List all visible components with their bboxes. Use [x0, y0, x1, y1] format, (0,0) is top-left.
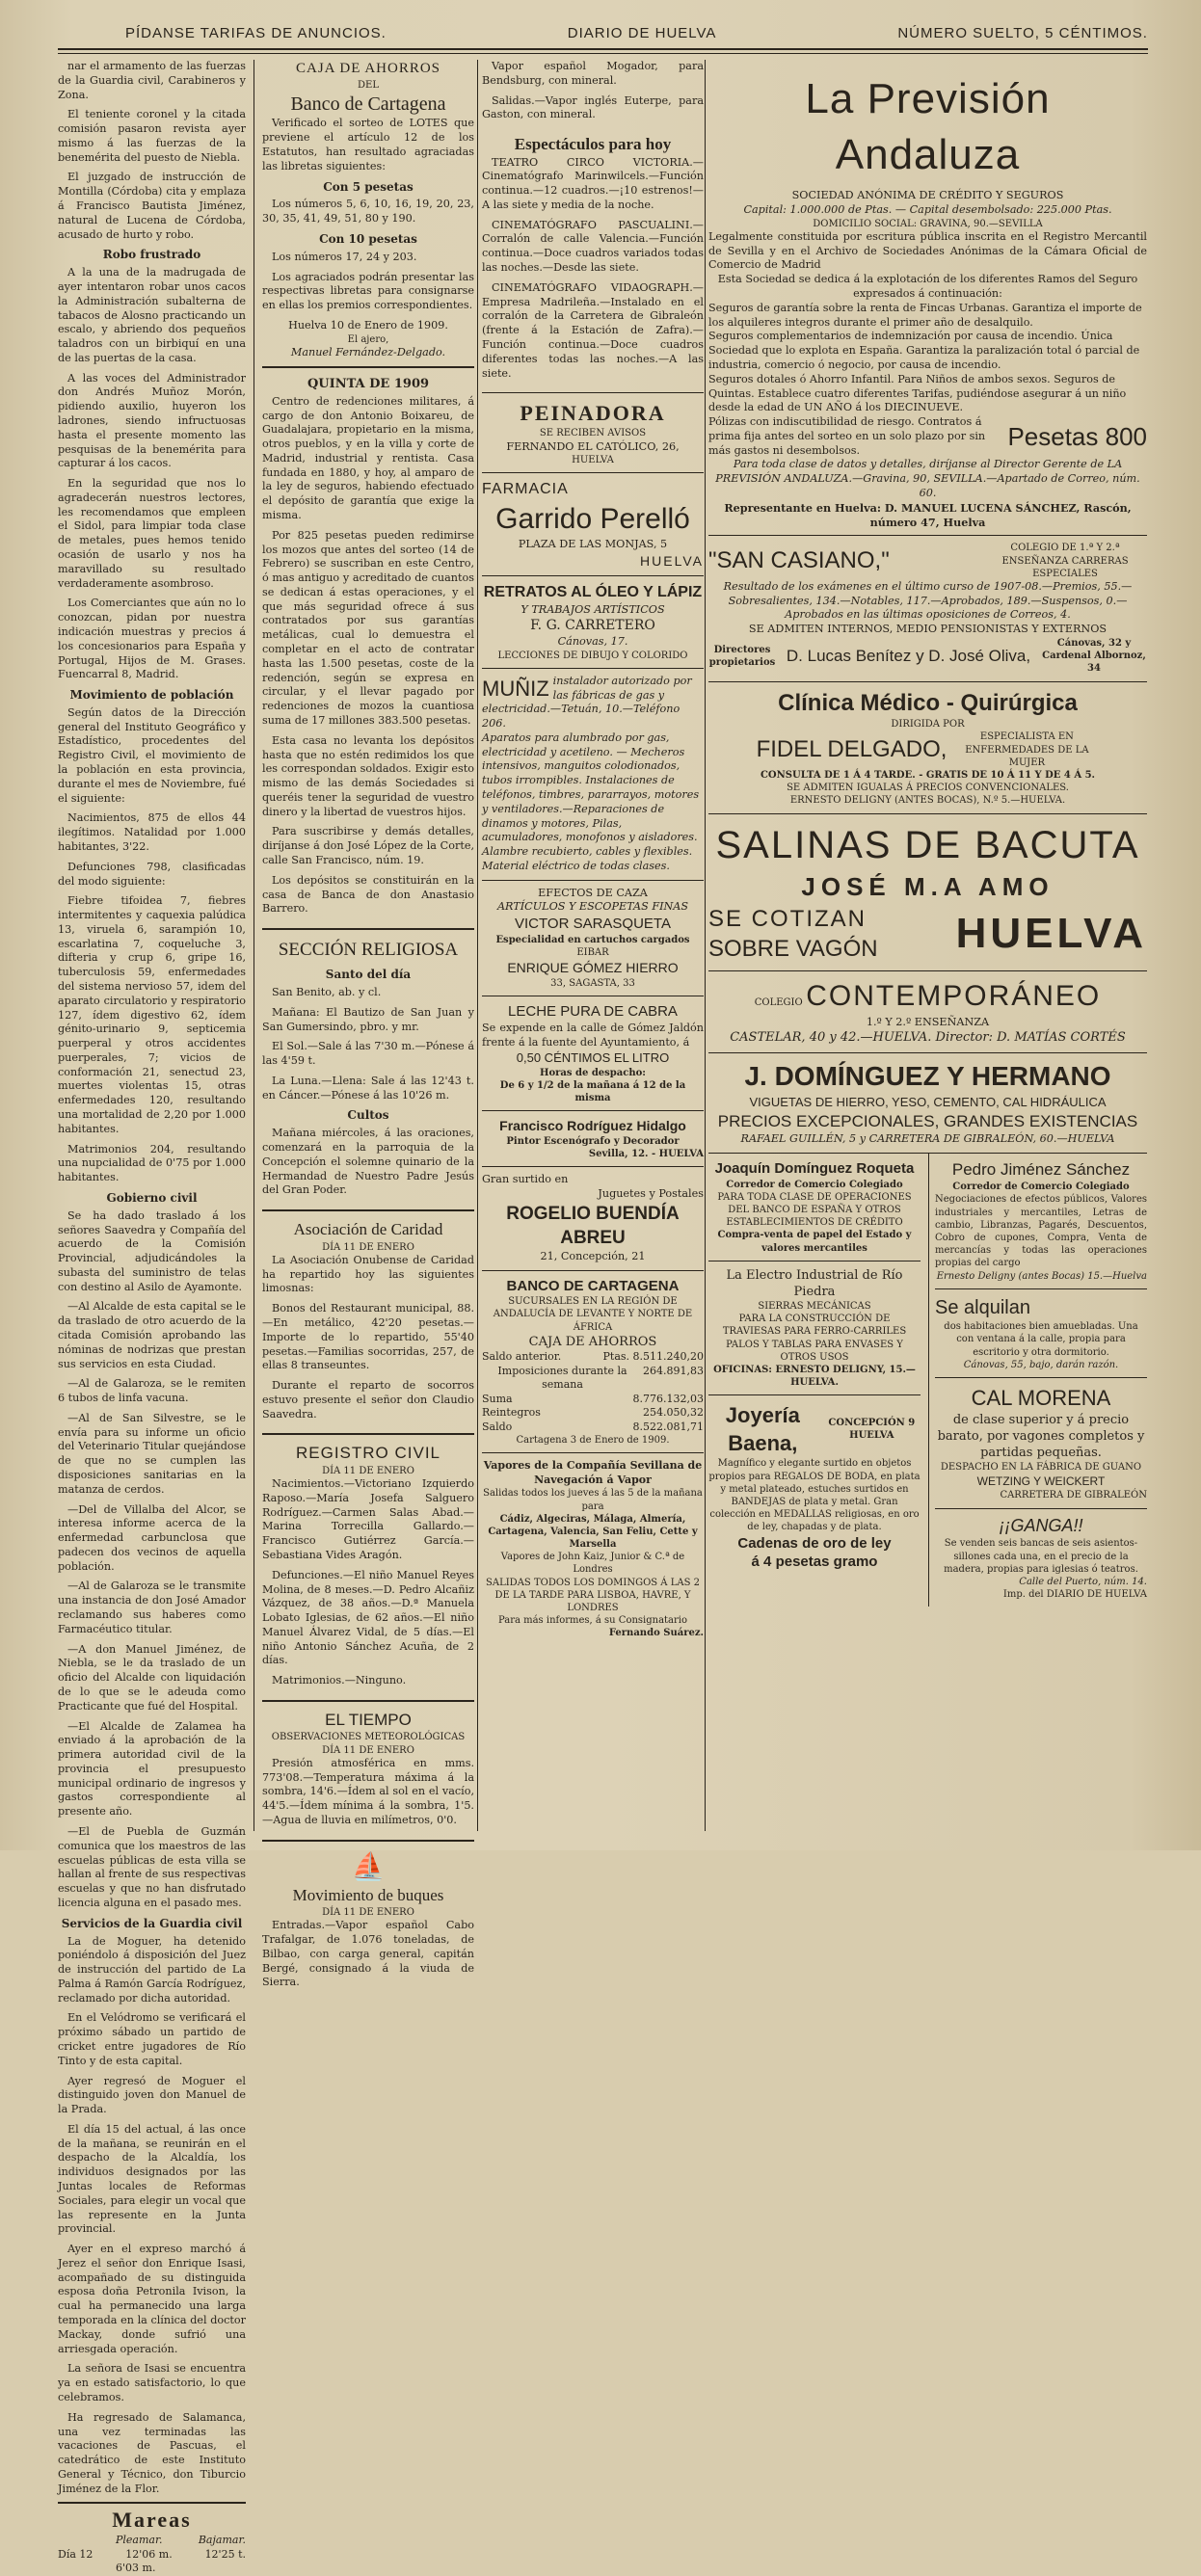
news-paragraph: Defunciones 798, clasificadas del modo siguiente: [58, 860, 246, 888]
ad-text: Directores propietarios [708, 644, 776, 668]
charity-paragraph: Bonos del Restaurant municipal, 88.—En metálico, 42'20 pesetas.—Importe de lo repartido, 55'40 pesetas.—Familias socorridas, 257, de ellas 8 transeuntes. [262, 1302, 474, 1372]
tides-value: 6'03 m. [116, 2562, 156, 2575]
news-paragraph: nar el armamento de las fuerzas de la Guardia civil, Carabineros y Zona. [58, 60, 246, 101]
ad-text: de clase superior y á precio barato, por vagones completos y partidas pequeñas. [937, 1412, 1145, 1461]
ad-name: FIDEL DELGADO, [756, 736, 947, 763]
ad-title: La Previsión Andaluza [805, 75, 1051, 179]
news-paragraph: A la una de la madrugada de ayer intentaron robar unos cacos la Administración subalterna de tabacos de Alosno practicando un escalo, y abriendo dos pequeños taladros con un birbiquí en una de las puertas de la casa. [58, 266, 246, 364]
ad-salinas [708, 814, 1147, 971]
ad-name: VICTOR SARASQUETA [515, 916, 671, 933]
religious-section [262, 938, 474, 1211]
shows-paragraph: CINEMATÓGRAFO PASCUALINI.—Corralón de calle Valencia.—Función continua.—Doce cuadros variados todas las noches.—Desde las siete. [482, 218, 704, 275]
ad-text: SOCIEDAD ANÓNIMA DE CRÉDITO Y SEGUROS [791, 189, 1064, 202]
ad-joyeria [708, 1395, 921, 1578]
ad-text: Aparatos para alumbrado por gas, electricidad y acetileno. — Mecheros intensivos, manguitos colodionados, tubos irrompibles. Instalaciones de teléfonos, timbres, pararrayos, motores y ventiladores.—Reparaciones de dinamos y motores, Pilas, acumuladores, monofonos y aisladores. [482, 730, 700, 844]
ad-title: J. DOMÍNGUEZ Y HERMANO [744, 1060, 1111, 1091]
tides-title: Mareas [112, 2508, 192, 2533]
religious-title: SECCIÓN RELIGIOSA [278, 940, 459, 961]
ad-san-casiano [708, 536, 1147, 681]
news-paragraph: Los Comerciantes que aún no lo conozcan, pidan por nuestra indicación muestras y precios á los concesionarios para España y Portugal, Hijos de M. Grases. Fuencarral 8, Madrid. [58, 597, 246, 681]
weather-paragraph: Presión atmosférica en mms. 773'08.—Temperatura máxima á la sombra, 14'6.—Ídem al sol en el vacío, 44'5.—Ídem mínima á la sombra, 1'5.—Agua de lluvia en milímetros, 0'0. [262, 1756, 474, 1826]
ad-name: Garrido Perelló [495, 502, 690, 535]
ad-text: COLEGIO [754, 997, 803, 1008]
ad-title: LECHE PURA DE CABRA [508, 1003, 678, 1021]
ad-text: Representante en Huelva: D. MANUEL LUCENA SÁNCHEZ, Rascón, número 47, Huelva [724, 500, 1132, 529]
ad-text: Vapores de John Kaiz, Junior & C.ª de Londres [500, 1552, 685, 1576]
ad-leche [482, 996, 704, 1111]
ad-text: instalador autorizado por las fábricas de gas y electricidad.—Tetuán, 10.—Teléfono 206. [482, 674, 692, 730]
charity-paragraph: Durante el reparto de socorros estuvo presente el señor don Claudio Saavedra. [262, 1379, 474, 1421]
ad-text: Magnífico y elegante surtido en objetos propios para REGALOS DE BODA, en plata y metal plateado, estuches surtidos en BANDEJAS de plata y metal. Gran colección en MEDALLAS religiosas, en oro de ley, chapadas y de plata. [708, 1458, 921, 1533]
section-heading: Movimiento de población [69, 688, 234, 703]
ad-text: Especialidad en cartuchos cargados [495, 935, 690, 946]
caja-ahorros-notice [262, 60, 474, 368]
ad-name: Pedro Jiménez Sánchez [951, 1159, 1131, 1179]
news-paragraph: Ayer regresó de Moguer el distinguido joven don Manuel de la Prada. [58, 2074, 246, 2116]
religious-paragraph: El Sol.—Sale á las 7'30 m.—Pónese á las 4'59 t. [262, 1040, 474, 1068]
ad-text: Y TRABAJOS ARTÍSTICOS [520, 602, 665, 616]
ad-price: 0,50 CÉNTIMOS EL LITRO [516, 1050, 670, 1066]
shipping-paragraph: Entradas.—Vapor español Cabo Trafalgar, de 1.076 toneladas, de Bilbao, con carga general, capitán Bergé, consignado á la viuda de Sierra. [262, 1919, 474, 1989]
column-divider [705, 60, 706, 1831]
ad-text: Legalmente constituida por escritura pública inscrita en el Registro Mercantil de Sevilla y en el Archivo de Sociedades Anónimas de la Cámara Oficial de Comercio de Madrid [708, 229, 1147, 272]
religious-heading: Cultos [347, 1108, 389, 1123]
ad-rodriguez [482, 1111, 704, 1167]
column-ads [482, 60, 704, 1831]
ad-text: WETZING Y WEICKERT [976, 1474, 1106, 1488]
civil-registry-section [262, 1443, 474, 1702]
ship-icon: ⛵ [351, 1849, 386, 1882]
ad-text: FERNANDO EL CATÓLICO, 26, [506, 439, 680, 453]
notice-heading: Con 5 pesetas [323, 179, 414, 194]
ad-title: "SAN CASIANO," [708, 547, 890, 574]
ad-text: PARA LA CONSTRUCCIÓN DE TRAVIESAS PARA FERRO-CARRILES PALOS Y TABLAS PARA ENVASES Y OTROS USOS [722, 1314, 907, 1363]
news-paragraph: El teniente coronel y la citada comisión pasaron revista ayer mismo á las fuerzas de la benemérita del puesto de Niebla. [58, 108, 246, 164]
ads-left [708, 1154, 921, 1607]
news-paragraph: A las voces del Administrador don Andrés Muñoz Morón, pidiendo auxilio, huyeron los ladrones, siendo infructuosas hasta el presente momento las pesquisas de la benemérita para capturar á los cacos. [58, 371, 246, 470]
ad-pedro-jimenez [935, 1154, 1147, 1289]
notice-paragraph: Los números 17, 24 y 203. [272, 250, 417, 263]
ad-text: RAFAEL GUILLÉN, 5 y CARRETERA DE GIBRALEÓN, 60.—HUELVA [740, 1132, 1115, 1146]
ad-text: Sevilla, 12. - HUELVA [588, 1148, 704, 1159]
ad-cal-morena [935, 1378, 1147, 1509]
masthead-left: PÍDANSE TARIFAS DE ANUNCIOS. [125, 25, 387, 41]
notice-paragraph: Centro de redenciones militares, á cargo de don Antonio Boixareu, de Guadalajara, propietario en la misma, otros pueblos, y en la villa y corte de Madrid, industrial y rentista. Casa fundada en 1880, y hoy, al amparo de la ley de seguros, habiendo efectuado el depósito de garantía que exige la misma. [262, 394, 474, 521]
ad-text: SIERRAS MECÁNICAS [758, 1301, 871, 1313]
news-paragraph: —El Alcalde de Zalamea ha enviado á la aprobación de la primera autoridad civil de la provincia el presupuesto municipal ordinario de ingresos y gastos correspondiente al presente año. [58, 1719, 246, 1819]
ad-text: Horas de despacho: [540, 1067, 646, 1078]
ledger-value: 264.891,83 [643, 1364, 704, 1377]
ad-name: F. G. CARRETERO [530, 618, 655, 634]
ledger-label: Suma [482, 1392, 513, 1405]
shipping-title: Movimiento de buques [292, 1885, 444, 1904]
news-paragraph: El juzgado de instrucción de Montilla (Córdoba) cita y emplaza á Francisco Bautista Jiménez, natural de Lucena de Córdoba, acusado de hurto y robo. [58, 171, 246, 241]
ad-text: Seguros dotales ó Ahorro Infantil. Para Niños de ambos sexos. Seguros de Quintas. Establece cuatro diferentes Tarifas, pudiéndose asegurar á un niño desde la edad de UN AÑO á los DIECINUEVE. [708, 372, 1127, 414]
ad-title: La Electro Industrial de Río Piedra [726, 1267, 903, 1299]
news-paragraph: —Al de San Silvestre, se le envía para su informe un oficio del Veterinario Titular quejándose de que no se cumplen las disposiciones sanitarias en la matanza de cerdos. [58, 1411, 246, 1496]
notice-role: El ajero, [347, 333, 389, 345]
ad-text: 1.º Y 2.º ENSEÑANZA [866, 1015, 990, 1028]
ad-name: MUÑIZ [482, 676, 549, 701]
ad-text: DESPACHO EN LA FÁBRICA DE GUANO [940, 1462, 1142, 1474]
ad-text: Pintor Escenógrafo y Decorador [506, 1135, 680, 1147]
ad-buendia [482, 1167, 704, 1271]
shows-paragraph: CINEMATÓGRAFO VIDAOGRAPH.—Empresa Madrileña.—Instalado en el corralón de la Carretera de Gibraleón (frente á la Estación de Zafra).—Función continua.—Doce cuadros diferentes todas las noches.—A las siete. [482, 280, 704, 380]
religious-paragraph: La Luna.—Llena: Sale á las 12'43 t. en Cáncer.—Pónese á las 10'26 m. [262, 1074, 474, 1102]
ad-text: Cánovas, 32 y Cardenal Albornoz, 34 [1042, 638, 1146, 675]
ledger-value: Ptas. 8.511.240,20 [602, 1350, 704, 1364]
caja-title: CAJA DE AHORROS [295, 61, 441, 76]
ad-name: Joaquín Domínguez Roqueta [714, 1159, 915, 1177]
ad-text: Cádiz, Algeciras, Málaga, Almería, Cartagena, Valencia, San Feliu, Cette y Marsella [488, 1513, 698, 1551]
ad-dominguez [708, 1053, 1147, 1154]
news-paragraph: Matrimonios 204, resultando una nupcialidad de 0'75 por 1.000 habitantes. [58, 1142, 246, 1184]
charity-title: Asociación de Caridad [293, 1220, 443, 1239]
shipping-section [262, 1849, 474, 1990]
ledger-value: 254.050,32 [643, 1406, 704, 1420]
ad-title: ¡¡GANGA!! [999, 1515, 1083, 1535]
ad-text: Pólizas con indiscutibilidad de riesgo. Contratos á prima fija antes del sorteo en un solo plazo por sin más gastos ni desembolsos. [708, 415, 986, 457]
registry-paragraph: Nacimientos.—Victoriano Izquierdo Raposo.—María Josefa Salguero Rodríguez.—Carmen Salas Abad.—Marina Torrecilla Gallardo.—Francisco Gutiérrez García.—Sebastiana Vides Aragón. [262, 1477, 474, 1561]
ad-text: Cánovas, 55, bajo, darán razón. [963, 1359, 1119, 1370]
ad-text: Esta Sociedad se dedica á la explotación de los diferentes Ramos del Seguro expresados á continuación: [717, 273, 1138, 301]
ad-text: COLEGIO DE 1.ª Y 2.ª ENSEÑANZA CARRERAS ESPECIALES [1001, 543, 1129, 579]
ad-text: Ernesto Deligny (antes Bocas) 15.—Huelva [936, 1270, 1147, 1282]
tides-day: Día 12 [58, 2547, 93, 2561]
ad-text: Seguros de garantía sobre la renta de Fincas Urbanas. Garantiza el importe de los alquileres integros durante el primer año de desalquilo. [708, 301, 1142, 329]
ad-text: SALIDAS TODOS LOS DOMINGOS Á LAS 2 DE LA TARDE PARA LISBOA, HAVRE, Y LONDRES [486, 1577, 700, 1614]
ad-text: ARTÍCULOS Y ESCOPETAS FINAS [496, 900, 689, 914]
ad-text: SE RECIBEN AVISOS [539, 428, 647, 439]
registry-paragraph: Defunciones.—El niño Manuel Reyes Molina, de 8 meses.—D. Pedro Alcañiz Vázquez, de 38 años.—D.ª Manuela Lobato Iglesias, de 62 años.—El niño Manuel Álvarez Vidal, de 5 días.—El niño Antonio Sánchez Acuña, de 2 días. [262, 1568, 474, 1667]
ad-text: CAJA DE AHORROS [528, 1334, 657, 1349]
printer-imprint: Imp. del DIARIO DE HUELVA [1002, 1589, 1147, 1601]
ad-text: Capital: 1.000.000 de Ptas. — Capital desembolsado: 225.000 Ptas. [743, 202, 1112, 216]
notice-paragraph: Para suscribirse y demás detalles, diríjanse á don José López de la Corte, calle San Francisco, núm. 19. [262, 825, 474, 866]
ad-name: ROGELIO BUENDÍA ABREU [506, 1203, 680, 1248]
news-paragraph: Según datos de la Dirección general del Instituto Geográfico y Estadístico, procedentes del Registro Civil, el movimiento de la población en esta provincia, durante el mes de Noviembre, fué el siguiente: [58, 705, 246, 805]
news-paragraph: La señora de Isasi se encuentra ya en estado satisfactorio, lo que celebramos. [58, 2362, 246, 2403]
religious-paragraph: San Benito, ab. y cl. [272, 986, 382, 998]
news-paragraph: Ayer en el expreso marchó á Jerez el señor don Enrique Isasi, acompañado de su distinguida esposa doña Petronila Ivison, la cual ha permanecido una larga temporada en la clínica del doctor Mackay, donde sufrió una arriesgada operación. [58, 2243, 246, 2355]
ad-clinica [708, 682, 1147, 814]
ad-text: HUELVA [640, 552, 704, 569]
masthead-center: DIARIO DE HUELVA [567, 25, 717, 41]
top-rule-thin [58, 53, 1148, 54]
ad-muniz [482, 669, 704, 881]
shows-title: Espectáculos para hoy [514, 135, 672, 154]
ad-title: Clínica Médico - Quirúrgica [778, 689, 1078, 716]
weather-subtitle: OBSERVACIONES METEOROLÓGICAS [271, 1732, 466, 1743]
ad-text: Para toda clase de datos y detalles, diríjanse al Director Gerente de LA PREVISIÓN ANDALUZA.—Gravina, 90, SEVILLA.—Apartado de Correo, núm. 60. [715, 458, 1140, 499]
ad-text: dos habitaciones bien amuebladas. Una con ventana á la calle, propia para escritorio y otra dormitorio. [944, 1321, 1138, 1358]
ad-electro-industrial [708, 1261, 921, 1396]
weather-section [262, 1710, 474, 1842]
notice-paragraph: Los números 5, 6, 10, 16, 19, 20, 23, 30, 35, 41, 49, 51, 80 y 190. [262, 198, 474, 226]
column-large-ads [708, 60, 1147, 1831]
news-paragraph: —El de Puebla de Guzmán comunica que los maestros de las escuelas públicas de esta villa se hallan al frente de sus respectivas escuelas y que no han disfrutado licencia alguna en el pasado mes. [58, 1824, 246, 1909]
ad-text: DOMICILIO SOCIAL: GRAVINA, 90.—SEVILLA [813, 218, 1043, 229]
masthead-right: NÚMERO SUELTO, 5 CÉNTIMOS. [897, 25, 1148, 41]
ad-text: Se venden seis bancas de seis asientos-sillones cada una, en el precio de la madera, propias para iglesias ó teatros. [944, 1538, 1138, 1575]
ad-name: D. Lucas Benítez y D. José Oliva, [786, 646, 1031, 665]
ad-farmacia [482, 473, 704, 576]
ad-title: EFECTOS DE CAZA [538, 886, 648, 899]
ad-contemporaneo [708, 971, 1147, 1053]
news-paragraph: —Al de Galaroza se le transmite una instancia de don José Amador reclamando sus haberes como Farmacéutico titular. [58, 1580, 246, 1635]
notice-paragraph: Los depósitos se constituirán en la casa de Banca de don Anastasio Barrero. [262, 873, 474, 916]
news-paragraph: En la seguridad que nos lo agradecerán nuestros lectores, les recomendamos que empleen el Sidol, para limpiar toda clase de metales, pues hemos tenido ocasión de usarlo y nos ha maravillado su resultado verdaderamente asombroso. [58, 477, 246, 590]
ad-text: CONCEPCIÓN 9 HUELVA [828, 1418, 916, 1442]
quinta-title: QUINTA DE 1909 [307, 376, 430, 391]
column-news [58, 60, 246, 2575]
ad-text: 21, Concepción, 21 [540, 1249, 646, 1262]
ad-text: PARA TODA CLASE DE OPERACIONES DEL BANCO DE ESPAÑA Y OTROS ESTABLECIMIENTOS DE CRÉDITO [717, 1191, 912, 1229]
top-rule [58, 48, 1148, 50]
ad-dominguez-roqueta [708, 1154, 921, 1261]
ad-title: RETRATOS AL ÓLEO Y LÁPIZ [483, 584, 703, 601]
ad-text: Cadenas de oro de ley [737, 1534, 892, 1552]
ledger-label: Reintegros [482, 1406, 541, 1420]
tides-header: Bajamar. [198, 2534, 246, 2547]
ad-text: De 6 y 1/2 de la mañana á 12 de la misma [499, 1079, 686, 1103]
ad-price: á 4 pesetas gramo [751, 1554, 878, 1571]
tides-value: 12'06 m. [125, 2547, 173, 2561]
ad-text: 33, SAGASTA, 33 [550, 977, 635, 989]
ad-text: LECCIONES DE DIBUJO Y COLORIDO [497, 650, 688, 661]
ad-text: VIGUETAS DE HIERRO, YESO, CEMENTO, CAL HIDRÁULICA [749, 1095, 1107, 1110]
ad-price: Pesetas 800 [1007, 422, 1147, 452]
ad-banco-cartagena [482, 1271, 704, 1454]
notice-paragraph: Esta casa no levanta los depósitos hasta que no estén redimidos los que les correspondan soldados. Exigir esto mismo de las demás Sociedades si queréis tener la seguridad de vuestro dinero y la libertad de vuestros hijos. [262, 733, 474, 818]
ledger-value: 8.776.132,03 [632, 1392, 704, 1405]
ad-text: Cartagena 3 de Enero de 1909. [516, 1435, 670, 1447]
ad-text: Corredor de Comercio Colegiado [726, 1179, 903, 1190]
ad-caza [482, 881, 704, 996]
ad-text: EIBAR [576, 947, 609, 959]
caja-bank: Banco de Cartagena [290, 93, 446, 115]
ad-title: FARMACIA [482, 481, 569, 498]
charity-date: DÍA 11 DE ENERO [322, 1241, 414, 1253]
ad-text: PLAZA DE LAS MONJAS, 5 [518, 538, 668, 551]
notice-paragraph: Por 825 pesetas pueden redimirse los mozos que antes del sorteo (14 de Febrero) se suscriban en este Centro, ó mas antiguo y acreditado de cuantos se dedican á estas operaciones, y el que más seguridad ofrece á sus contratados por sus garantías metálicas, cual lo demuestra el completar en el acto de contratar hasta las 1.500 pesetas, coste de la redención, según se expresa en circular, y el llevar pagado por redenciones de mozos la cuantiosa suma de 17 millones 383.500 pesetas. [262, 528, 474, 727]
section-heading: Gobierno civil [106, 1190, 198, 1205]
ad-text: Calle del Puerto, núm. 14. [1019, 1576, 1147, 1587]
ad-agent: ENRIQUE GÓMEZ HIERRO [507, 960, 679, 976]
ad-text: Negociaciones de efectos públicos, Valores industriales y mercantiles, Letras de cambio, Libranzas, Pagarés, Descuentos, Cobro de cupones, Compra, Venta de mercancías y todas las operaciones propias del cargo [935, 1194, 1147, 1269]
ad-text: OFICINAS: ERNESTO DELIGNY, 15.—HUELVA. [713, 1365, 916, 1389]
column-divider [477, 60, 478, 1831]
ad-text: Se expende en la calle de Gómez Jaldón frente á la fuente del Ayuntamiento, á [482, 1021, 704, 1049]
ad-text: SOBRE VAGÓN [708, 936, 878, 963]
ad-text: Alambre recubierto, cables y flexibles. Material eléctrico de todas clases. [482, 845, 693, 872]
section-heading: Robo frustrado [102, 248, 201, 262]
charity-section [262, 1219, 474, 1435]
news-paragraph: La de Moguer, ha detenido poniéndolo á disposición del Juez de instrucción del partido de La Palma á Ramón García Rodríguez, reclamado por dicha autoridad. [58, 1934, 246, 2005]
ad-prevision-andaluza [708, 60, 1147, 536]
ad-ganga [935, 1509, 1147, 1607]
ad-text: SE ADMITEN IGUALAS Á PRECIOS CONVENCIONALES. [787, 783, 1069, 794]
charity-paragraph: La Asociación Onubense de Caridad ha repartido hoy las siguientes limosnas: [262, 1253, 474, 1295]
ad-se-alquilan [935, 1289, 1147, 1378]
news-paragraph: —Al de Galaroza, se le remiten 6 tubos de linfa vacuna. [58, 1377, 246, 1405]
ad-text: PRECIOS EXCEPCIONALES, GRANDES EXISTENCIAS [717, 1111, 1138, 1130]
masthead [125, 25, 1148, 46]
ad-text: Gran surtido en [482, 1173, 569, 1185]
ad-text: ESPECIALISTA EN ENFERMEDADES DE LA MUJER [965, 731, 1089, 768]
section-heading: Servicios de la Guardia civil [61, 1916, 243, 1930]
news-paragraph: —Al Alcalde de esta capital se le da traslado de otro acuerdo de la citada Comisión aprobando las nóminas de nodrizas que prestan sus servicios en esta Ciudad. [58, 1300, 246, 1370]
weather-date: DÍA 11 DE ENERO [322, 1744, 414, 1756]
ad-text: Fernando Suárez. [608, 1628, 704, 1639]
ad-text: SE ADMITEN INTERNOS, MEDIO PENSIONISTAS Y EXTERNOS [748, 623, 1108, 636]
ledger-label: Imposiciones durante la semana [497, 1364, 627, 1392]
ad-title: BANCO DE CARTAGENA [506, 1277, 680, 1294]
religious-paragraph: Mañana: El Bautizo de San Juan y San Gumersindo, pbro. y mr. [262, 1005, 474, 1033]
notice-paragraph: Los agraciados podrán presentar las respectivas libretas para consignarse en ellas los premios correspondientes. [262, 270, 474, 312]
shipping-paragraph: Salidas.—Vapor inglés Euterpe, para Gaston, con mineral. [482, 93, 704, 121]
ad-text: Resultado de los exámenes en el último curso de 1907-08.—Premios, 55.—Sobresalientes, 134.—Notables, 117.—Aprobados, 189.—Suspensos, 0.—Aprobados en las últimas oposiciones de Correos, 4. [723, 579, 1133, 622]
ad-name: Francisco Rodríguez Hidalgo [499, 1118, 686, 1134]
caja-del: DEL [358, 79, 379, 91]
ad-text: Corredor de Comercio Colegiado [952, 1182, 1130, 1193]
ad-text: HUELVA [572, 455, 614, 466]
ad-city: HUELVA [955, 910, 1147, 958]
ad-retratos [482, 576, 704, 668]
news-paragraph: —A don Manuel Jiménez, de Niebla, se le da traslado de un oficio del Alcalde con liquidación de lo que se le adeuda como Practicante que fué del Hospital. [58, 1642, 246, 1713]
ad-name: JOSÉ M.A AMO [801, 872, 1054, 902]
tides-header: Pleamar. [116, 2534, 163, 2547]
ad-text: SUCURSALES EN LA REGIÓN DE ANDALUCÍA DE LEVANTE Y NORTE DE ÁFRICA [493, 1296, 693, 1333]
religious-heading: Santo del día [325, 968, 412, 982]
ledger-value: 8.522.081,71 [632, 1420, 704, 1433]
ad-title: PEINADORA [520, 401, 666, 426]
registry-date: DÍA 11 DE ENERO [322, 1465, 414, 1476]
tides-value: 12'25 t. [204, 2547, 246, 2561]
tides-table [58, 2502, 246, 2576]
ad-text: ERNESTO DELIGNY (ANTES BOCAS), N.º 5.—HUELVA. [789, 795, 1066, 807]
shipping-date: DÍA 11 DE ENERO [322, 1907, 414, 1919]
ad-title: SALINAS DE BACUTA [715, 823, 1140, 866]
shipping-paragraph: Vapor español Mogador, para Bendsburg, con mineral. [482, 60, 704, 87]
shows-section [482, 128, 704, 393]
news-paragraph: En el Velódromo se verificará el próximo sábado un partido de cricket entre jugadores de Río Tinto y de esta capital. [58, 2011, 246, 2067]
ads-right [928, 1154, 1147, 1607]
quinta-notice [262, 376, 474, 931]
registry-title: REGISTRO CIVIL [295, 1444, 441, 1463]
news-paragraph: Ha regresado de Salamanca, una vez terminadas las vacaciones de Pascuas, el catedrático de este Instituto General y Técnico, don Tiburcio Jiménez de la Flor. [58, 2410, 246, 2495]
news-paragraph: Nacimientos, 875 de ellos 44 ilegítimos. Natalidad por 1.000 habitantes, 3'22. [58, 811, 246, 853]
news-paragraph: El día 15 del actual, á las once de la mañana, se reunirán en el despacho de la Alcaldía, los individuos designados por las Juntas locales de Reformas Sociales, para elegir un vocal que las represente en la Junta provincial. [58, 2122, 246, 2236]
news-paragraph: Fiebre tifoidea 7, fiebres intermitentes y caquexia palúdica 13, viruela 6, sarampión 10, escarlatina 7, coqueluche 3, difteria y crup 6, gripe 16, tuberculosis 59, enfermedades del sistema nervioso 57, idem del aparato circulatorio y respiratorio 127, ídem digestivo 62, ídem génito-urinario 9, septicemia puerperal y otros accidentes puerperales, 7; vicios de conformación 21, senectud 23, muertes violentas 15, otras enfermedades 120, resultando una mortalidad de 2,20 por 1.000 habitantes. [58, 894, 246, 1135]
notice-heading: Con 10 pesetas [319, 231, 417, 246]
notice-date: Huelva 10 de Enero de 1909. [288, 318, 448, 332]
ad-text: CASTELAR, 40 y 42.—HUELVA. Director: D. MATÍAS CORTÉS [730, 1030, 1126, 1046]
ad-text: Juguetes y Postales [598, 1186, 704, 1200]
ad-title: CONTEMPORÁNEO [806, 980, 1102, 1012]
column-notices [262, 60, 474, 1989]
ad-title: Vapores de la Compañía Sevillana de Navegación á Vapor [483, 1459, 703, 1486]
ad-text: CARRETERA DE GIBRALEÓN [1000, 1490, 1147, 1501]
ad-text: Cánovas, 17. [557, 634, 628, 648]
news-paragraph: —Del de Villalba del Alcor, se interesa informe acerca de la enfermedad carbunclosa que padecen dos vecinos de aquella población. [58, 1502, 246, 1573]
ad-text: DIRIGIDA POR [891, 719, 965, 730]
ad-vapores [482, 1453, 704, 1645]
weather-title: EL TIEMPO [325, 1710, 412, 1729]
ledger-label: Saldo anterior. [482, 1350, 562, 1364]
news-paragraph: Se ha dado traslado á los señores Saavedra y Compañía del acuerdo de la Comisión Provincial, adjudicándoles la subasta del suministro de telas con destino al Asilo de Ayamonte. [58, 1208, 246, 1293]
notice-signature: Manuel Fernández-Delgado. [290, 345, 446, 359]
notice-paragraph: Verificado el sorteo de LOTES que previene el artículo 12 de los Estatutos, han resultado agraciadas las libretas siguientes: [262, 117, 474, 173]
registry-paragraph: Matrimonios.—Ninguno. [272, 1674, 407, 1687]
ad-title: CAL MORENA [971, 1385, 1111, 1410]
ad-text: Salidas todos los jueves á las 5 de la mañana para [483, 1488, 703, 1512]
shows-paragraph: TEATRO CIRCO VICTORIA.—Cinematógrafo Marinwilcels.—Función continua.—12 cuadros.—¡10 estrenos!—A las siete y media de la noche. [482, 155, 704, 211]
ad-text: SE COTIZAN [708, 905, 867, 932]
ad-text: Para más informes, á su Consignatario [497, 1615, 688, 1627]
ad-text: Seguros complementarios de indemnización por causa de incendio. Única Sociedad que lo explota en España. Garantiza la paralización total ó parcial de industria, comercio ó negocio, por causa de incendio. [708, 330, 1140, 371]
ad-text: CONSULTA DE 1 Á 4 TARDE. - GRATIS DE 10 Á 11 Y DE 4 Á 5. [760, 769, 1096, 781]
ads-subgrid [708, 1154, 1147, 1607]
religious-paragraph: Mañana miércoles, á las oraciones, comenzará en la parroquia de la Concepción el solemne quinario de la Hermandad de Nuestro Padre Jesús del Gran Poder. [262, 1127, 474, 1197]
ad-peinadora [482, 393, 704, 473]
ad-title: Joyería Baena, [725, 1403, 800, 1456]
ad-title: Se alquilan [935, 1296, 1030, 1318]
ledger-label: Saldo [482, 1420, 513, 1433]
ad-text: Compra-venta de papel del Estado y valores mercantiles [717, 1230, 912, 1254]
